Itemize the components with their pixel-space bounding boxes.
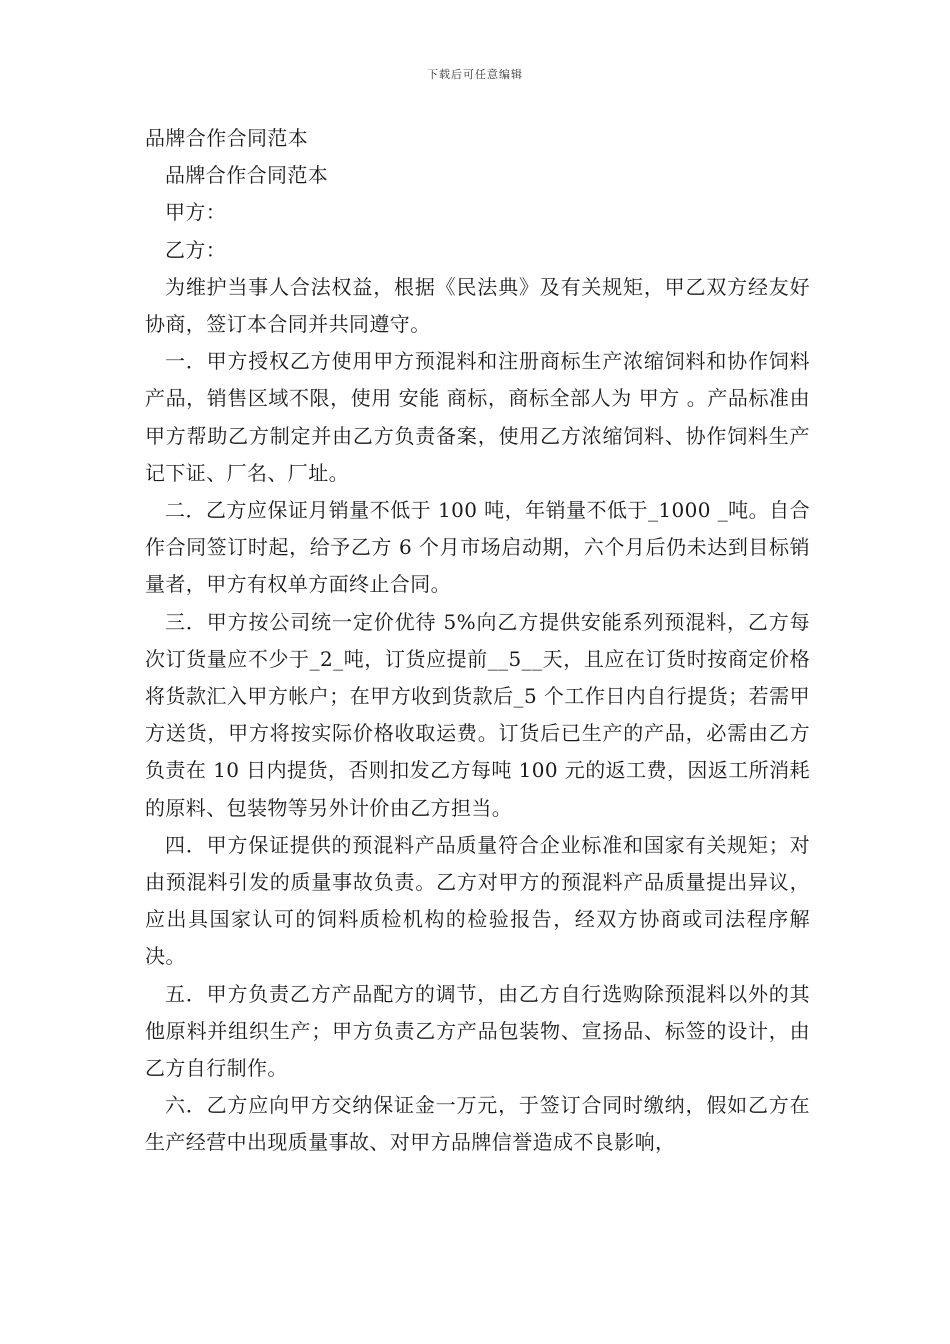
document-subtitle: 品牌合作合同范本 xyxy=(165,163,329,188)
document-title: 品牌合作合同范本 xyxy=(145,126,309,150)
clause-2-paragraph: 二．乙方应保证月销量不低于 100 吨，年销量不低于_1000 _吨。自合作合同签订时起，给予乙方 6 个月市场启动期，六个月后仍未达到目标销量者，甲方有权单方面终止合同。 xyxy=(145,498,810,597)
header-note: 下载后可任意编辑 xyxy=(427,68,523,81)
preamble-paragraph: 为维护当事人合法权益，根据《民法典》及有关规矩，甲乙双方经友好协商，签订本合同并共同遵守。 xyxy=(145,274,810,337)
party-a-line: 甲方： xyxy=(165,200,227,225)
clause-4-paragraph: 四．甲方保证提供的预混料产品质量符合企业标准和国家有关规矩；对由预混料引发的质量事故负责。乙方对甲方的预混料产品质量提出异议，应出具国家认可的饲料质检机构的检验报告，经双方协商或司法程序解决。 xyxy=(145,832,810,969)
clause-3-paragraph: 三．甲方按公司统一定价优待 5%向乙方提供安能系列预混料，乙方每次订货量应不少于_2_吨，订货应提前__5__天，且应在订货时按商定价格将货款汇入甲方帐户；在甲方收到货款后_5 个工作日内自行提货；若需甲方送货，甲方将按实际价格收取运费。订货后已生产的产品，必需由乙方负责在 10 日内提货，否则扣发乙方每吨 100 元的返工费，因返工所消耗的原料、包装物等另外计价由乙方担当。 xyxy=(145,609,810,820)
party-b-line: 乙方： xyxy=(165,237,227,262)
document-body xyxy=(145,120,810,1162)
clause-1-paragraph: 一．甲方授权乙方使用甲方预混料和注册商标生产浓缩饲料和协作饲料产品，销售区域不限，使用 安能 商标，商标全部人为 甲方 。产品标准由甲方帮助乙方制定并由乙方负责备案，使用乙方浓缩饲料、协作饲料生产记下证、厂名、厂址。 xyxy=(145,349,810,485)
clause-6-paragraph: 六．乙方应向甲方交纳保证金一万元，于签订合同时缴纳，假如乙方在生产经营中出现质量事故、对甲方品牌信誉造成不良影响， xyxy=(145,1093,810,1155)
clause-5-paragraph: 五．甲方负责乙方产品配方的调节，由乙方自行选购除预混料以外的其他原料并组织生产；甲方负责乙方产品包装物、宣扬品、标签的设计，由乙方自行制作。 xyxy=(145,981,810,1081)
